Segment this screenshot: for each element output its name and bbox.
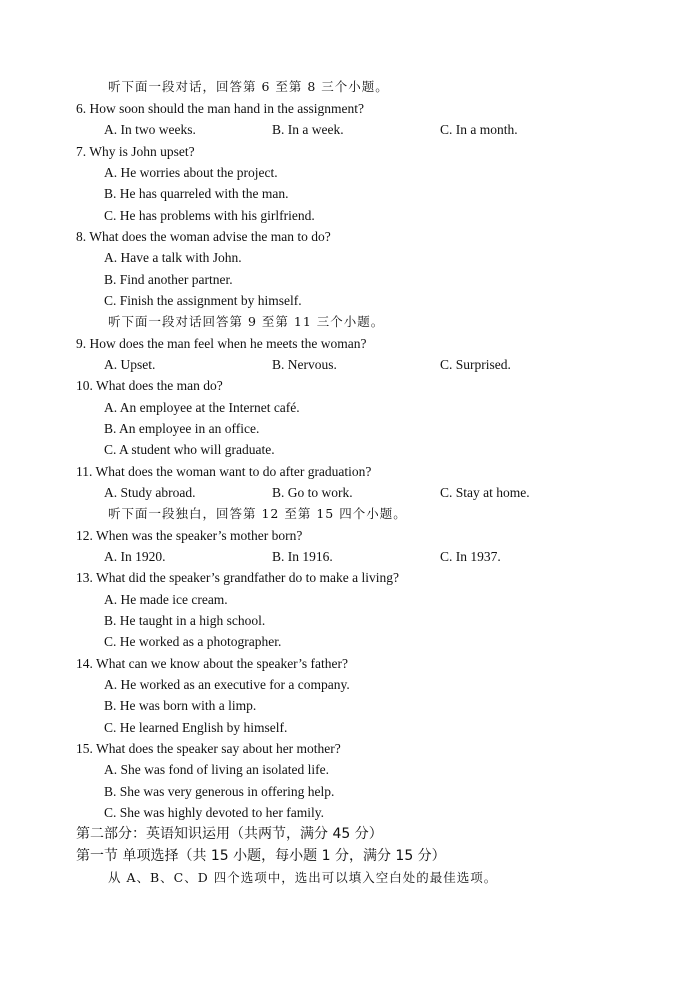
part2-section1-instruction: 从 A、B、C、D 四个选项中，选出可以填入空白处的最佳选项。 <box>108 870 498 885</box>
question-7-stem: 7. Why is John upset? <box>76 144 195 159</box>
question-10-option-c: C. A student who will graduate. <box>104 442 275 457</box>
question-11-option-c: C. Stay at home. <box>440 485 530 500</box>
question-6-option-b: B. In a week. <box>272 122 344 137</box>
question-15-option-a: A. She was fond of living an isolated life. <box>104 762 329 777</box>
question-9-option-b: B. Nervous. <box>272 357 337 372</box>
question-15-option-b: B. She was very generous in offering help. <box>104 784 335 799</box>
question-8-option-b: B. Find another partner. <box>104 272 233 287</box>
question-7-option-b: B. He has quarreled with the man. <box>104 186 289 201</box>
question-13-option-b: B. He taught in a high school. <box>104 613 266 628</box>
question-15-option-c: C. She was highly devoted to her family. <box>104 805 324 820</box>
part2-section1-title: 第一节 单项选择（共 15 小题，每小题 1 分，满分 15 分） <box>76 848 446 864</box>
question-12-option-a: A. In 1920. <box>104 549 166 564</box>
question-6-option-c: C. In a month. <box>440 122 518 137</box>
question-6-option-a: A. In two weeks. <box>104 122 196 137</box>
question-14-option-c: C. He learned English by himself. <box>104 720 288 735</box>
question-8-stem: 8. What does the woman advise the man to do? <box>76 229 331 244</box>
question-7-option-c: C. He has problems with his girlfriend. <box>104 208 315 223</box>
question-14-option-a: A. He worked as an executive for a company. <box>104 677 350 692</box>
question-12-option-c: C. In 1937. <box>440 549 501 564</box>
question-14-option-b: B. He was born with a limp. <box>104 698 257 713</box>
question-13-option-c: C. He worked as a photographer. <box>104 634 282 649</box>
question-12-stem: 12. When was the speaker’s mother born? <box>76 528 303 543</box>
question-10-option-a: A. An employee at the Internet café. <box>104 400 300 415</box>
question-8-option-c: C. Finish the assignment by himself. <box>104 293 302 308</box>
question-10-stem: 10. What does the man do? <box>76 378 223 393</box>
question-9-stem: 9. How does the man feel when he meets the woman? <box>76 336 367 351</box>
question-11-stem: 11. What does the woman want to do after graduation? <box>76 464 372 479</box>
question-6-stem: 6. How soon should the man hand in the assignment? <box>76 101 364 116</box>
question-11-option-a: A. Study abroad. <box>104 485 196 500</box>
question-13-option-a: A. He made ice cream. <box>104 592 228 607</box>
instruction-6-8: 听下面一段对话，回答第 6 至第 8 三个小题。 <box>108 79 389 94</box>
part2-title: 第二部分：英语知识运用（共两节，满分 45 分） <box>76 826 383 842</box>
question-12-option-b: B. In 1916. <box>272 549 333 564</box>
question-8-option-a: A. Have a talk with John. <box>104 250 242 265</box>
instruction-12-15: 听下面一段独白，回答第 12 至第 15 四个小题。 <box>108 506 407 521</box>
question-9-option-a: A. Upset. <box>104 357 156 372</box>
question-7-option-a: A. He worries about the project. <box>104 165 278 180</box>
instruction-9-11: 听下面一段对话回答第 9 至第 11 三个小题。 <box>108 314 385 329</box>
question-15-stem: 15. What does the speaker say about her mother? <box>76 741 341 756</box>
question-10-option-b: B. An employee in an office. <box>104 421 260 436</box>
question-14-stem: 14. What can we know about the speaker’s father? <box>76 656 349 671</box>
question-13-stem: 13. What did the speaker’s grandfather do to make a living? <box>76 570 400 585</box>
question-9-option-c: C. Surprised. <box>440 357 511 372</box>
question-11-option-b: B. Go to work. <box>272 485 353 500</box>
